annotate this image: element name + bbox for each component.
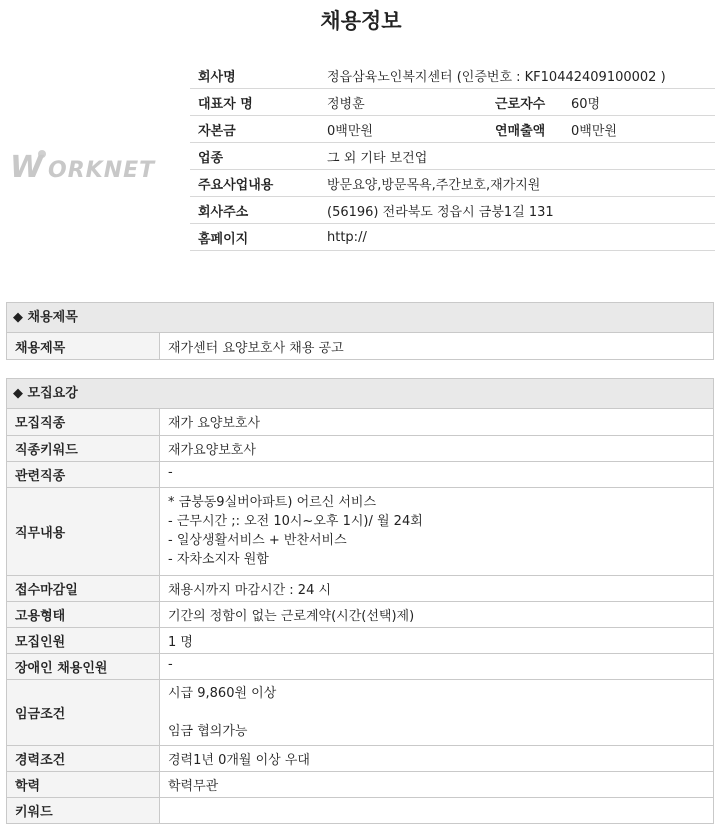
value-line: 임금 협의가능: [168, 723, 248, 739]
business-label: 주요사업내용: [190, 170, 319, 197]
row-label: 직무내용: [7, 487, 160, 575]
value-line: 재가 요양보호사: [168, 416, 261, 432]
requirements-table: [7, 409, 713, 823]
ceo-label: 대표자 명: [190, 89, 319, 116]
capital-value: 0백만원: [319, 116, 487, 143]
row-label: 장애인 채용인원: [7, 653, 160, 679]
row-label: 직종키워드: [7, 435, 160, 461]
row-value: [160, 679, 714, 745]
value-line: -: [168, 656, 173, 672]
company-row: [190, 62, 715, 89]
company-row: [190, 116, 715, 143]
value-line: 채용시까지 마감시간 : 24 시: [168, 582, 332, 598]
value-line: 시급 9,860원 이상: [168, 685, 277, 701]
company-row: [190, 143, 715, 170]
company-row: [190, 170, 715, 197]
row-value: [160, 487, 714, 575]
table-row: [7, 771, 713, 797]
homepage-label: 홈페이지: [190, 224, 319, 251]
sales-value: 0백만원: [563, 116, 715, 143]
row-label: 임금조건: [7, 679, 160, 745]
company-name: 정읍삼육노인복지센터 (인증번호 : KF10442409100002 ): [319, 62, 715, 89]
ceo-value: 정병훈: [319, 89, 487, 116]
value-line: 경력1년 0개월 이상 우대: [168, 752, 310, 768]
value-line: - 근무시간 ;: 오전 10시~오후 1시)/ 월 24회: [168, 514, 423, 529]
company-row: [190, 224, 715, 251]
business-value: 방문요양,방문목욕,주간보호,재가지원: [319, 170, 715, 197]
row-value: [160, 409, 714, 435]
row-value: [160, 575, 714, 601]
value-line: * 금붕동9실버아파트) 어르신 서비스: [168, 495, 377, 510]
row-label: 키워드: [7, 797, 160, 823]
workers-label: 근로자수: [487, 89, 563, 116]
company-info: [0, 62, 722, 292]
row-value: [160, 745, 714, 771]
company-table: [190, 62, 715, 251]
sales-label: 연매출액: [487, 116, 563, 143]
row-label: 접수마감일: [7, 575, 160, 601]
table-row: [7, 679, 713, 745]
table-row: [7, 435, 713, 461]
worknet-logo: [8, 148, 162, 188]
row-label: 학력: [7, 771, 160, 797]
table-row: [7, 745, 713, 771]
row-value: [160, 653, 714, 679]
page-title: 채용정보: [320, 9, 402, 33]
row-value: [160, 601, 714, 627]
workers-value: 60명: [563, 89, 715, 116]
company-name-label: 회사명: [190, 62, 319, 89]
value-line: 학력무관: [168, 778, 219, 794]
company-row: [190, 197, 715, 224]
address-label: 회사주소: [190, 197, 319, 224]
row-label: 채용제목: [7, 333, 160, 359]
capital-label: 자본금: [190, 116, 319, 143]
company-row: [190, 89, 715, 116]
table-row: [7, 601, 713, 627]
value-line: [168, 703, 705, 722]
row-label: 경력조건: [7, 745, 160, 771]
logo-text: ORKNET: [48, 158, 156, 183]
recruit-requirements-section: [6, 378, 714, 824]
logo-w-glyph: W: [10, 150, 42, 185]
row-value: [160, 771, 714, 797]
row-value: [160, 435, 714, 461]
value-line: 재가요양보호사: [168, 442, 256, 458]
table-row: [7, 409, 713, 435]
value-line: - 일상생활서비스 + 반찬서비스: [168, 533, 347, 548]
table-row: [7, 653, 713, 679]
table-row: [7, 487, 713, 575]
table-row: [7, 461, 713, 487]
table-row: [7, 797, 713, 823]
section-header: ◆ 모집요강: [7, 379, 713, 409]
row-label: 고용형태: [7, 601, 160, 627]
row-label: 모집인원: [7, 627, 160, 653]
homepage-link[interactable]: http://: [319, 224, 715, 251]
value-line: 기간의 정함이 없는 근로계약(시간(선택)제): [168, 608, 415, 624]
row-label: 관련직종: [7, 461, 160, 487]
row-value: [160, 461, 714, 487]
table-row: [7, 627, 713, 653]
row-value: [160, 627, 714, 653]
value-line: - 자차소지자 원함: [168, 552, 269, 567]
table-row: [7, 333, 713, 359]
value-line: -: [168, 464, 173, 480]
recruit-title-section: [6, 302, 714, 360]
section-header: ◆ 채용제목: [7, 303, 713, 333]
row-value: 재가센터 요양보호사 채용 공고: [168, 340, 344, 356]
address-value: (56196) 전라북도 정읍시 금붕1길 131: [319, 197, 715, 224]
row-label: 모집직종: [7, 409, 160, 435]
row-value: [160, 797, 714, 823]
industry-label: 업종: [190, 143, 319, 170]
recruit-title-table: [7, 333, 713, 359]
value-line: [168, 801, 705, 820]
industry-value: 그 외 기타 보건업: [319, 143, 715, 170]
table-row: [7, 575, 713, 601]
value-line: 1 명: [168, 634, 193, 650]
